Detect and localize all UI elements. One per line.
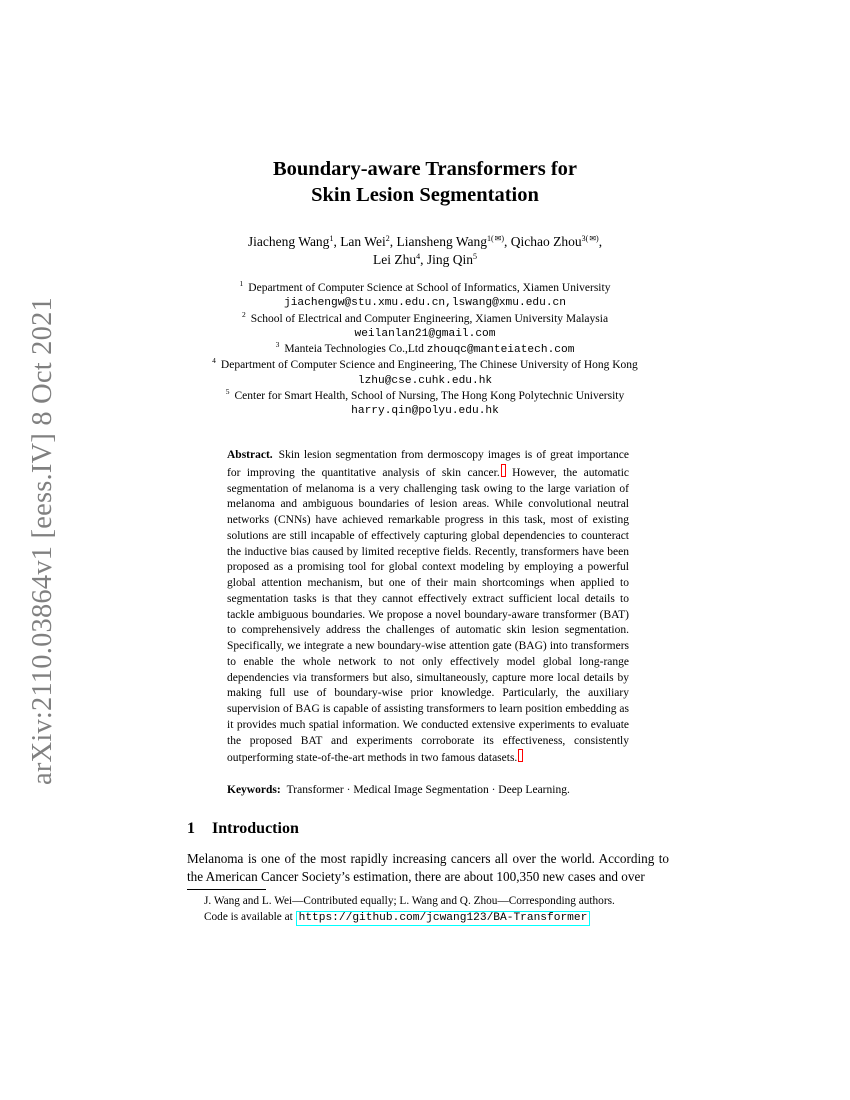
affiliation-email[interactable]: harry.qin@polyu.edu.hk xyxy=(351,405,499,418)
abstract-text: However, the automatic segmentation of melanoma is a very challenging task owing to the large variation of melanoma and ambiguous boundaries of lesion areas. While convolutional neutral networks (CNNs) have achieved remarkable progress in this task, most of existing solutions are still incapable of effectively capturing global dependencies to counteract the inductive bias caused by limited receptive fields. Recently, transformers have been proposed as a promising tool for global context modeling by employing a powerful global attention mechanism, but one of their main shortcomings when applied to segmentation tasks is that they cannot effectively extract sufficient local details to tackle ambiguous boundaries. We propose a novel boundary-aware transformer (BAT) to comprehensively address the challenges of automatic skin lesion segmentation. Specifically, we integrate a new boundary-wise attention gate (BAG) into transformers to enable the whole network to not only effectively model global long-range dependencies via transformers but also, simultaneously, capture more local details by making full use of boundary-wise prior knowledge. Particularly, the auxiliary supervision of BAG is capable of assisting transformers to learn position embedding as it provides much spatial information. We conducted extensive experiments to evaluate the proposed BAT and experiments corroborate its effectiveness, consistently outperforming state-of-the-art methods in two famous datasets. xyxy=(227,466,629,765)
affiliation-list xyxy=(0,281,850,420)
author-list xyxy=(0,233,850,269)
author-affil-sup: 1 xyxy=(329,234,334,243)
section-number: 1 xyxy=(187,820,195,837)
affiliation-line xyxy=(0,389,850,404)
affiliation-name: Manteia Technologies Co.,Ltd xyxy=(284,343,424,356)
author-name: Jing Qin xyxy=(426,252,473,267)
affiliation-email[interactable]: zhouqc@manteiatech.com xyxy=(426,344,575,357)
author-affil-sup: 4 xyxy=(416,252,421,261)
footnotes xyxy=(204,893,615,926)
affiliation-line xyxy=(0,358,850,373)
affiliation-number: 1 xyxy=(239,279,244,288)
paper-title xyxy=(0,156,850,208)
affiliation-name: Center for Smart Health, School of Nursing, The Hong Kong Polytechnic University xyxy=(234,390,625,403)
footnote-link-box[interactable] xyxy=(518,749,523,762)
abstract-block xyxy=(227,448,629,767)
title-line: Skin Lesion Segmentation xyxy=(311,184,539,206)
code-url-link[interactable]: https://github.com/jcwang123/BA-Transformer xyxy=(296,911,591,926)
affiliation-line xyxy=(0,281,850,296)
footnote-line: J. Wang and L. Wei—Contributed equally; L. Wang and Q. Zhou—Corresponding authors. xyxy=(204,895,615,907)
affiliation-name: Department of Computer Science at School of Informatics, Xiamen University xyxy=(248,282,611,294)
author-affil-sup: 2 xyxy=(385,234,390,243)
author-affil-sup: 3 xyxy=(581,234,586,243)
author-name: Liansheng Wang xyxy=(396,234,487,249)
affiliation-number: 4 xyxy=(212,356,216,366)
arxiv-side-stamp: arXiv:2110.03864v1 [eess.IV] 8 Oct 2021 xyxy=(27,297,58,785)
affiliation-line xyxy=(0,342,850,358)
keywords-block xyxy=(227,782,629,798)
affiliation-email[interactable]: jiachengw@stu.xmu.edu.cn,lswang@xmu.edu.cn xyxy=(284,297,566,310)
affiliation-email[interactable]: weilanlan21@gmail.com xyxy=(354,327,496,340)
keywords-text: Transformer · Medical Image Segmentation · Deep Learning. xyxy=(286,784,570,796)
affiliation-name: Department of Computer Science and Engineering, The Chinese University of Hong Kong xyxy=(220,359,638,372)
affiliation-number: 5 xyxy=(225,387,230,397)
author-line: Jiacheng Wang$^1$, Lan Wei$^2$, Liansheng Wang$^{1(✉)}$, Qichao Zhou$^{3(✉)}$, xyxy=(247,234,603,249)
footnote-link-box[interactable] xyxy=(501,464,506,477)
affiliation-email[interactable]: lzhu@cse.cuhk.edu.hk xyxy=(357,374,493,387)
affiliation-number: 3 xyxy=(275,340,280,350)
footnote-line xyxy=(204,909,615,926)
affiliation-name: School of Electrical and Computer Engineering, Xiamen University Malaysia xyxy=(250,312,609,325)
keywords-label: Keywords: xyxy=(227,784,281,796)
author-name: Lei Zhu xyxy=(372,252,417,267)
section-heading xyxy=(187,819,299,839)
title-line: Boundary-aware Transformers for xyxy=(272,158,578,180)
affiliation-number: 2 xyxy=(241,309,246,319)
abstract-text: Skin lesion segmentation from dermoscopy images is of great importance for improving the quantitative analysis of skin cancer. xyxy=(227,449,629,479)
footnote-divider xyxy=(187,889,266,890)
section-title: Introduction xyxy=(212,820,299,837)
intro-paragraph: Melanoma is one of the most rapidly increasing cancers all over the world. According to the American Cancer Society’s estimation, there are about 100,350 new cases and over xyxy=(187,851,669,884)
affiliation-line xyxy=(0,309,850,327)
author-name: Qichao Zhou xyxy=(510,234,582,249)
author-name: Jiacheng Wang xyxy=(247,234,330,249)
author-affil-sup: 1 xyxy=(487,234,491,243)
abstract-label: Abstract. xyxy=(227,449,273,461)
author-name: Lan Wei xyxy=(340,234,386,249)
author-affil-sup: 5 xyxy=(473,252,477,261)
footnote-code-prefix: Code is available at xyxy=(204,911,293,923)
author-line: Lei Zhu$^4$, Jing Qin$^5$ xyxy=(372,252,477,267)
